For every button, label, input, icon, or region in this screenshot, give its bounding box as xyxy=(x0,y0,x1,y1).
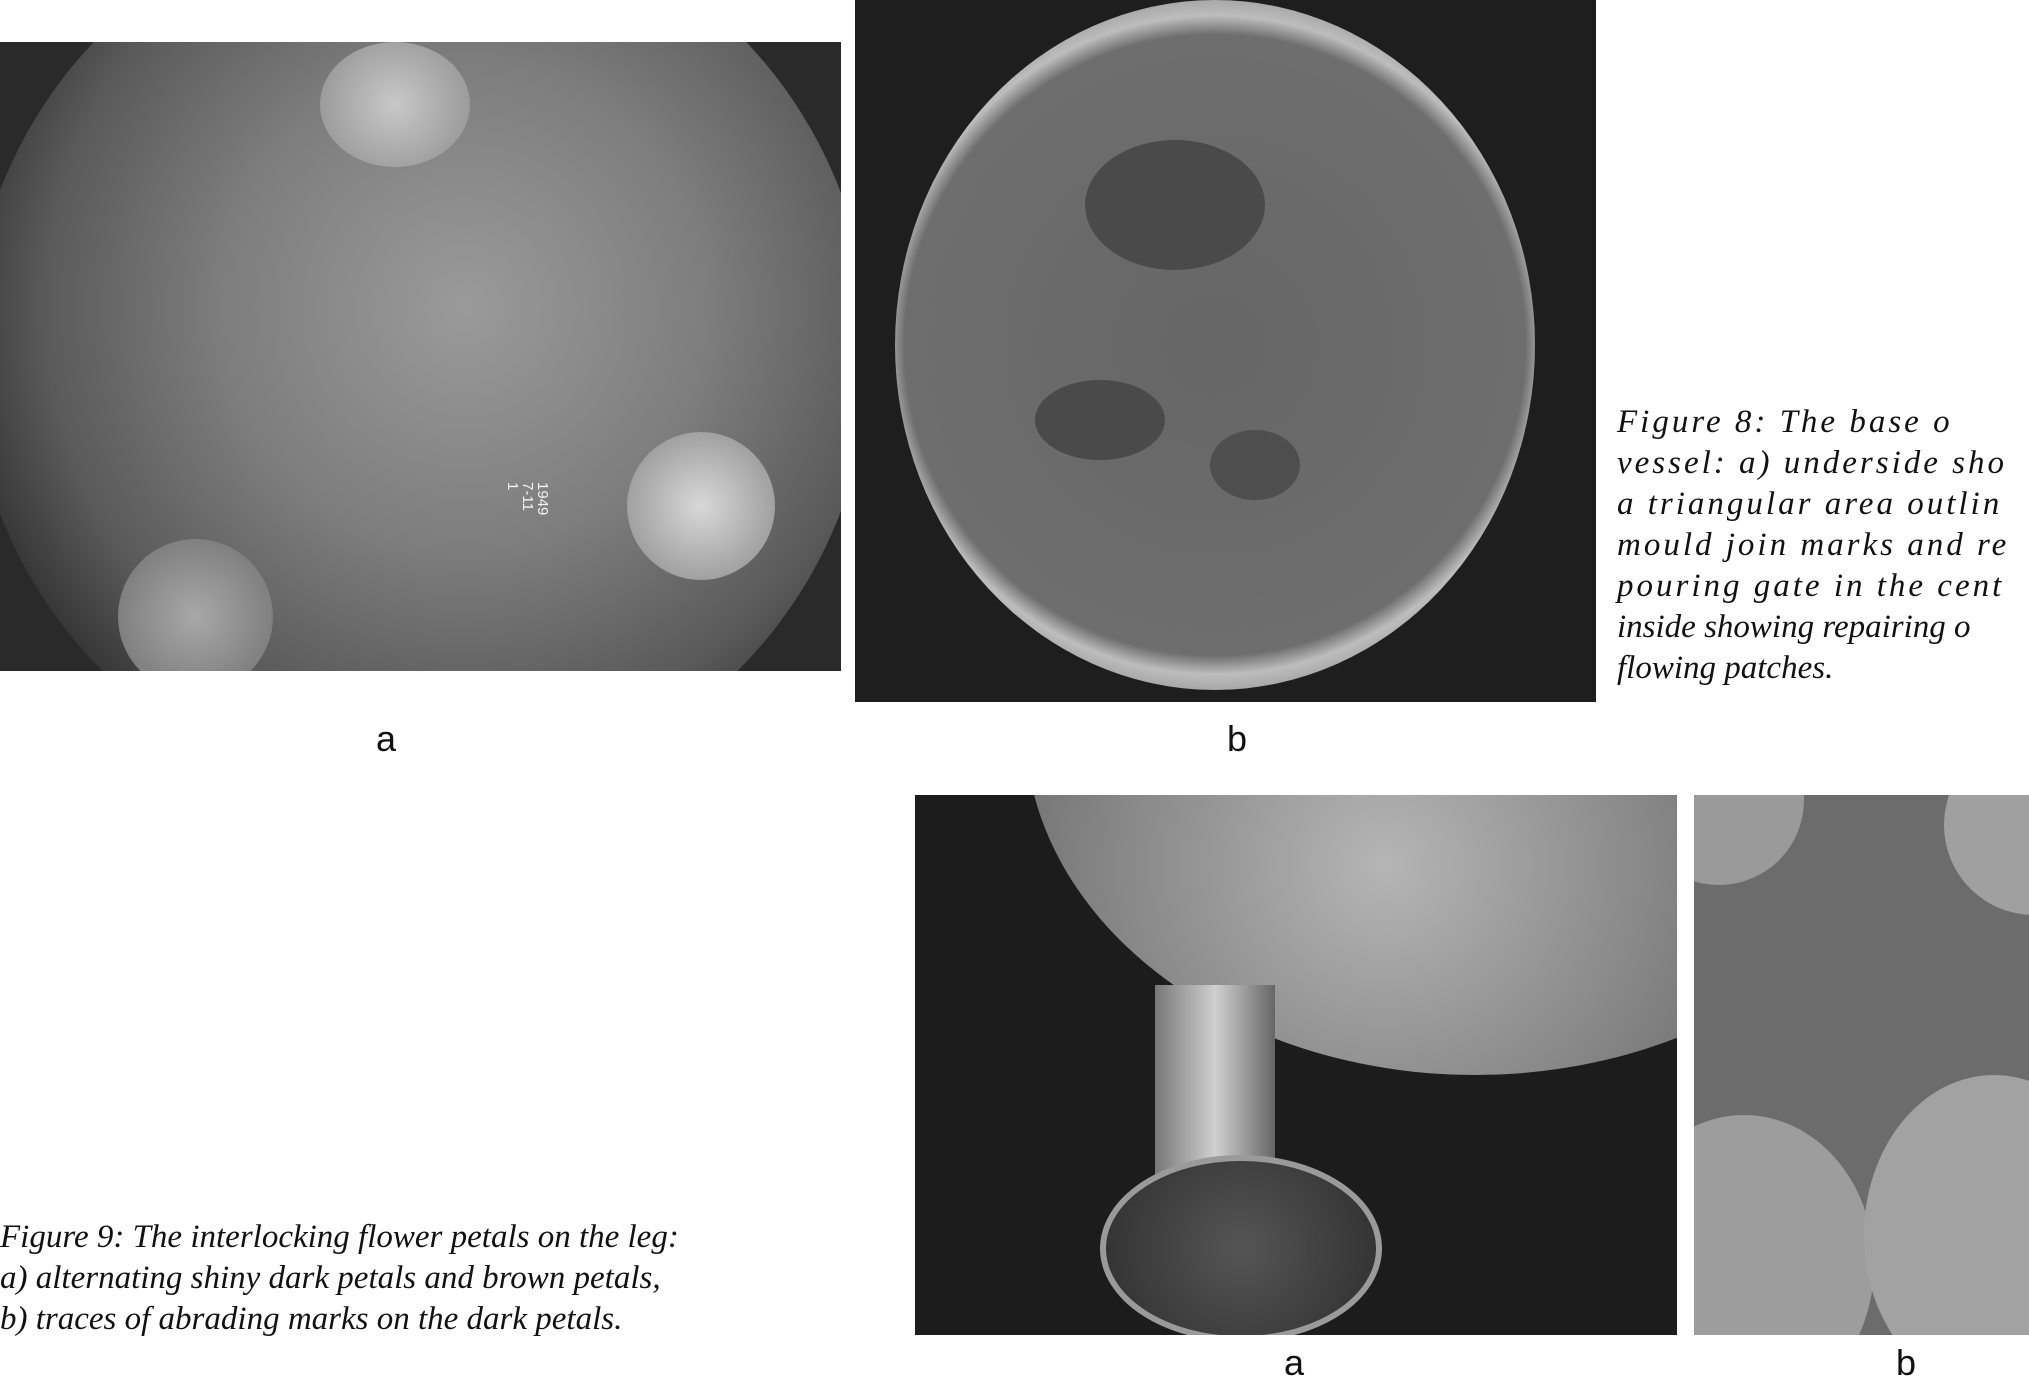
specimen-number: 1949 7-11 1 xyxy=(504,482,551,516)
figure9-caption: Figure 9: The interlocking flower petals on the leg: a) alternating shiny dark petals and brown petals, b) traces of abrading marks on the dark petals. xyxy=(0,1219,679,1337)
vessel-foot xyxy=(1100,1155,1382,1335)
figure8-caption: Figure 8: The base o vessel: a) underside sho a triangular area outlin mould join marks and re pouring gate in the cent inside showing repairing o flowing patches. xyxy=(1617,404,2010,686)
vessel-foot xyxy=(320,42,470,167)
figure8b-label: b xyxy=(1227,718,1248,759)
figure9b-label: b xyxy=(1896,1342,1917,1383)
figure8b-photo-vessel-inside xyxy=(855,0,1596,702)
repair-patch xyxy=(1035,380,1165,460)
figure9a-photo-leg-petals xyxy=(915,795,1677,1335)
figure8a-photo-vessel-underside xyxy=(0,42,841,671)
figure9b-photo-abrading-marks xyxy=(1694,795,2029,1335)
repair-patch xyxy=(1210,430,1300,500)
figure9a-label: a xyxy=(1284,1342,1305,1383)
vessel-foot xyxy=(627,432,775,580)
repair-patch xyxy=(1085,140,1265,270)
figure8a-label: a xyxy=(376,718,397,759)
